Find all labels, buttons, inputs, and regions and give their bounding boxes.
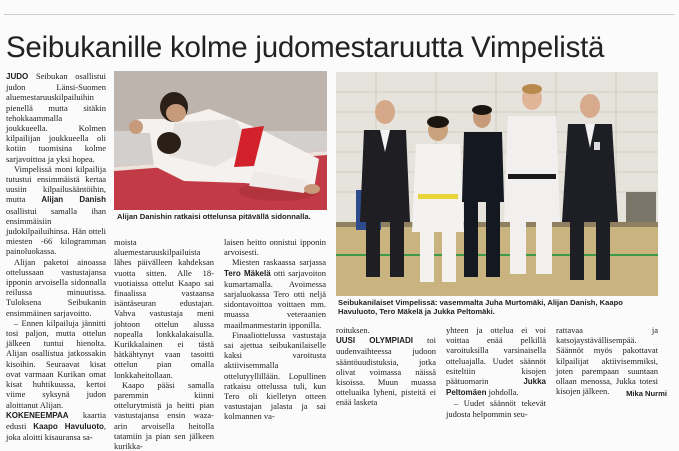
lead-word: JUDO <box>6 72 29 81</box>
photo-caption-2: Seibukanilaiset Vimpelissä: vasemmalta Juha Murtomäki, Alijan Danish, Kaapo Havuluoto, Tero Mäkelä ja Jukka Peltomäki. <box>338 298 623 317</box>
person-name: Jukka Peltomäen <box>446 377 546 398</box>
paragraph: laisen heitto onnistui ipponin arvoisesti. <box>224 237 326 258</box>
paragraph <box>336 335 436 407</box>
article-column-1 <box>6 71 106 442</box>
byline: Mika Nurmi <box>626 389 667 398</box>
lead-word: KOKENEEMPAA <box>6 410 69 420</box>
paragraph: Alijan paketoi ainoassa ottelussaan vastustajansa ipponin arvoisella sidonnalla reilussa minuutissa. Tuloksena Seibukanin ensimmäinen sarjavoitto. <box>6 256 106 318</box>
paragraph: roituksen. <box>336 325 370 335</box>
article-column-5 <box>446 325 546 419</box>
paragraph <box>6 164 106 257</box>
paragraph: – Uudet säännöt tekevät judosta helpommin seu- <box>446 398 546 419</box>
photo-judo-match <box>114 71 327 210</box>
text: Seibukan osallistui judon Länsi-Suomen aluemestaruuskilpailuihin pienellä mutta sitäkin tehokkaammalla joukkueella. Kolmen kilpailijan joukkueella oli kotiin tuomisina kolme sarjavoittoa ja yksi hopea. <box>6 71 106 164</box>
person-name: Tero Mäkelä <box>224 268 271 278</box>
person-name: Alijan Danish <box>41 195 106 205</box>
article-column-2 <box>114 237 214 451</box>
text: osallistui samalla ihan ensimmäisiin judokilpailuihinsa. Hän otteli miesten -66 kilogramman painoluokassa. <box>6 205 106 257</box>
article-column-6 <box>556 325 658 396</box>
text: toi uudenvaihteessa judoon sääntöuudistuksia, jotka olivat voimassa näissä kisoissa. Muun muassa otteluaika lyheni, pisteitä ei enää lasketa <box>336 335 436 408</box>
article-column-3 <box>224 237 326 422</box>
lead-word: UUSI OLYMPIADI <box>336 336 413 346</box>
paragraph <box>6 410 106 443</box>
text: kaartia edusti <box>6 409 106 431</box>
top-rule <box>4 14 675 15</box>
photo-team <box>336 72 658 296</box>
text: Vimpelissä moni kilpailija tutustui ensimmäistä kertaa uusiin kilpailusääntöihin, mutta <box>6 163 106 205</box>
judo-photo-illustration <box>114 71 327 210</box>
headline: Seibukanille kolme judomestaruutta Vimpelistä <box>6 31 605 64</box>
paragraph <box>6 71 106 164</box>
text: Miesten raskaassa sarjassa <box>232 257 326 268</box>
text: johdolla. <box>486 387 519 398</box>
text: , joka aloitti kisauransa sa- <box>6 420 106 443</box>
paragraph <box>446 325 546 398</box>
paragraph <box>224 257 326 329</box>
paragraph: – Ennen kilpailuja jännitti tosi paljon, mutta ottelun jälkeen tuntui hienolta. Alijan osallistua jatkossakin kisoihin. Seuraavat kisat ovat varmaan Kurikan omat kisat huhtikuussa, kertoi viime syksynä judon aloittanut Alijan. <box>6 317 106 410</box>
text: yhteen ja ottelua ei voi voittaa enää pelkillä varoituksilla varsinaisella otteluajalla. Uudet säännöt esiteltiin kisojen päätuomarin <box>446 325 546 387</box>
text: otti sarjavoiton kumartamalla. Avoimessa sarjaluokassa Tero otti neljä sidontavoittoa voittaen mm. muassa veteraanien maailmanmestarin ipponilla. <box>224 267 326 330</box>
paragraph: Finaaliottelussa vastustaja sai ajettua seibukanilaiselle kaksi varoitusta aktiivisemmalla ottelutyyllillään. Lopullinen ratkaisu ottelussa tuli, kun Tero oli kielletyn otteen vastustajan jalasta ja sai kolmannen va- <box>224 329 326 422</box>
paragraph: Kaapo pääsi samalla paremmin kiinni ottelurytmistä ja heitti pian vastustajansa ensin waza-arin arvoisella heitolla tatamiin ja pian sen jälkeen kurikka- <box>114 379 214 451</box>
person-name: Kaapo Havuluoto <box>33 421 104 431</box>
article-column-4 <box>336 325 436 408</box>
photo-caption-1: Alijan Danishin ratkaisi ottelunsa pitävällä sidonnalla. <box>117 212 311 221</box>
paragraph: moista aluemestaruuskilpailuista lähes päivälleen kahdeksan vuotta sitten. Alle 18-vuotiaissa ottelut Kaapo sai finaalissa vastaansa isäntäseuran edustajan. Vahva vastustaja meni johtoon ottelun alussa nopealla lonkkalakaisulla. Kurikkalainen ei tästä hätkähtynyt vaan tasoitti ottelun pian omalla lonkkaheitollaan. <box>114 237 214 380</box>
paragraph: rattavaa ja katsojaystävällisempää. Säännöt myös pakottavat kilpailijat aktiivisemmiksi, joten parempaan suuntaan ollaan menossa, Jukka totesi kisojen jälkeen. <box>556 325 658 397</box>
team-photo-illustration <box>336 72 658 296</box>
